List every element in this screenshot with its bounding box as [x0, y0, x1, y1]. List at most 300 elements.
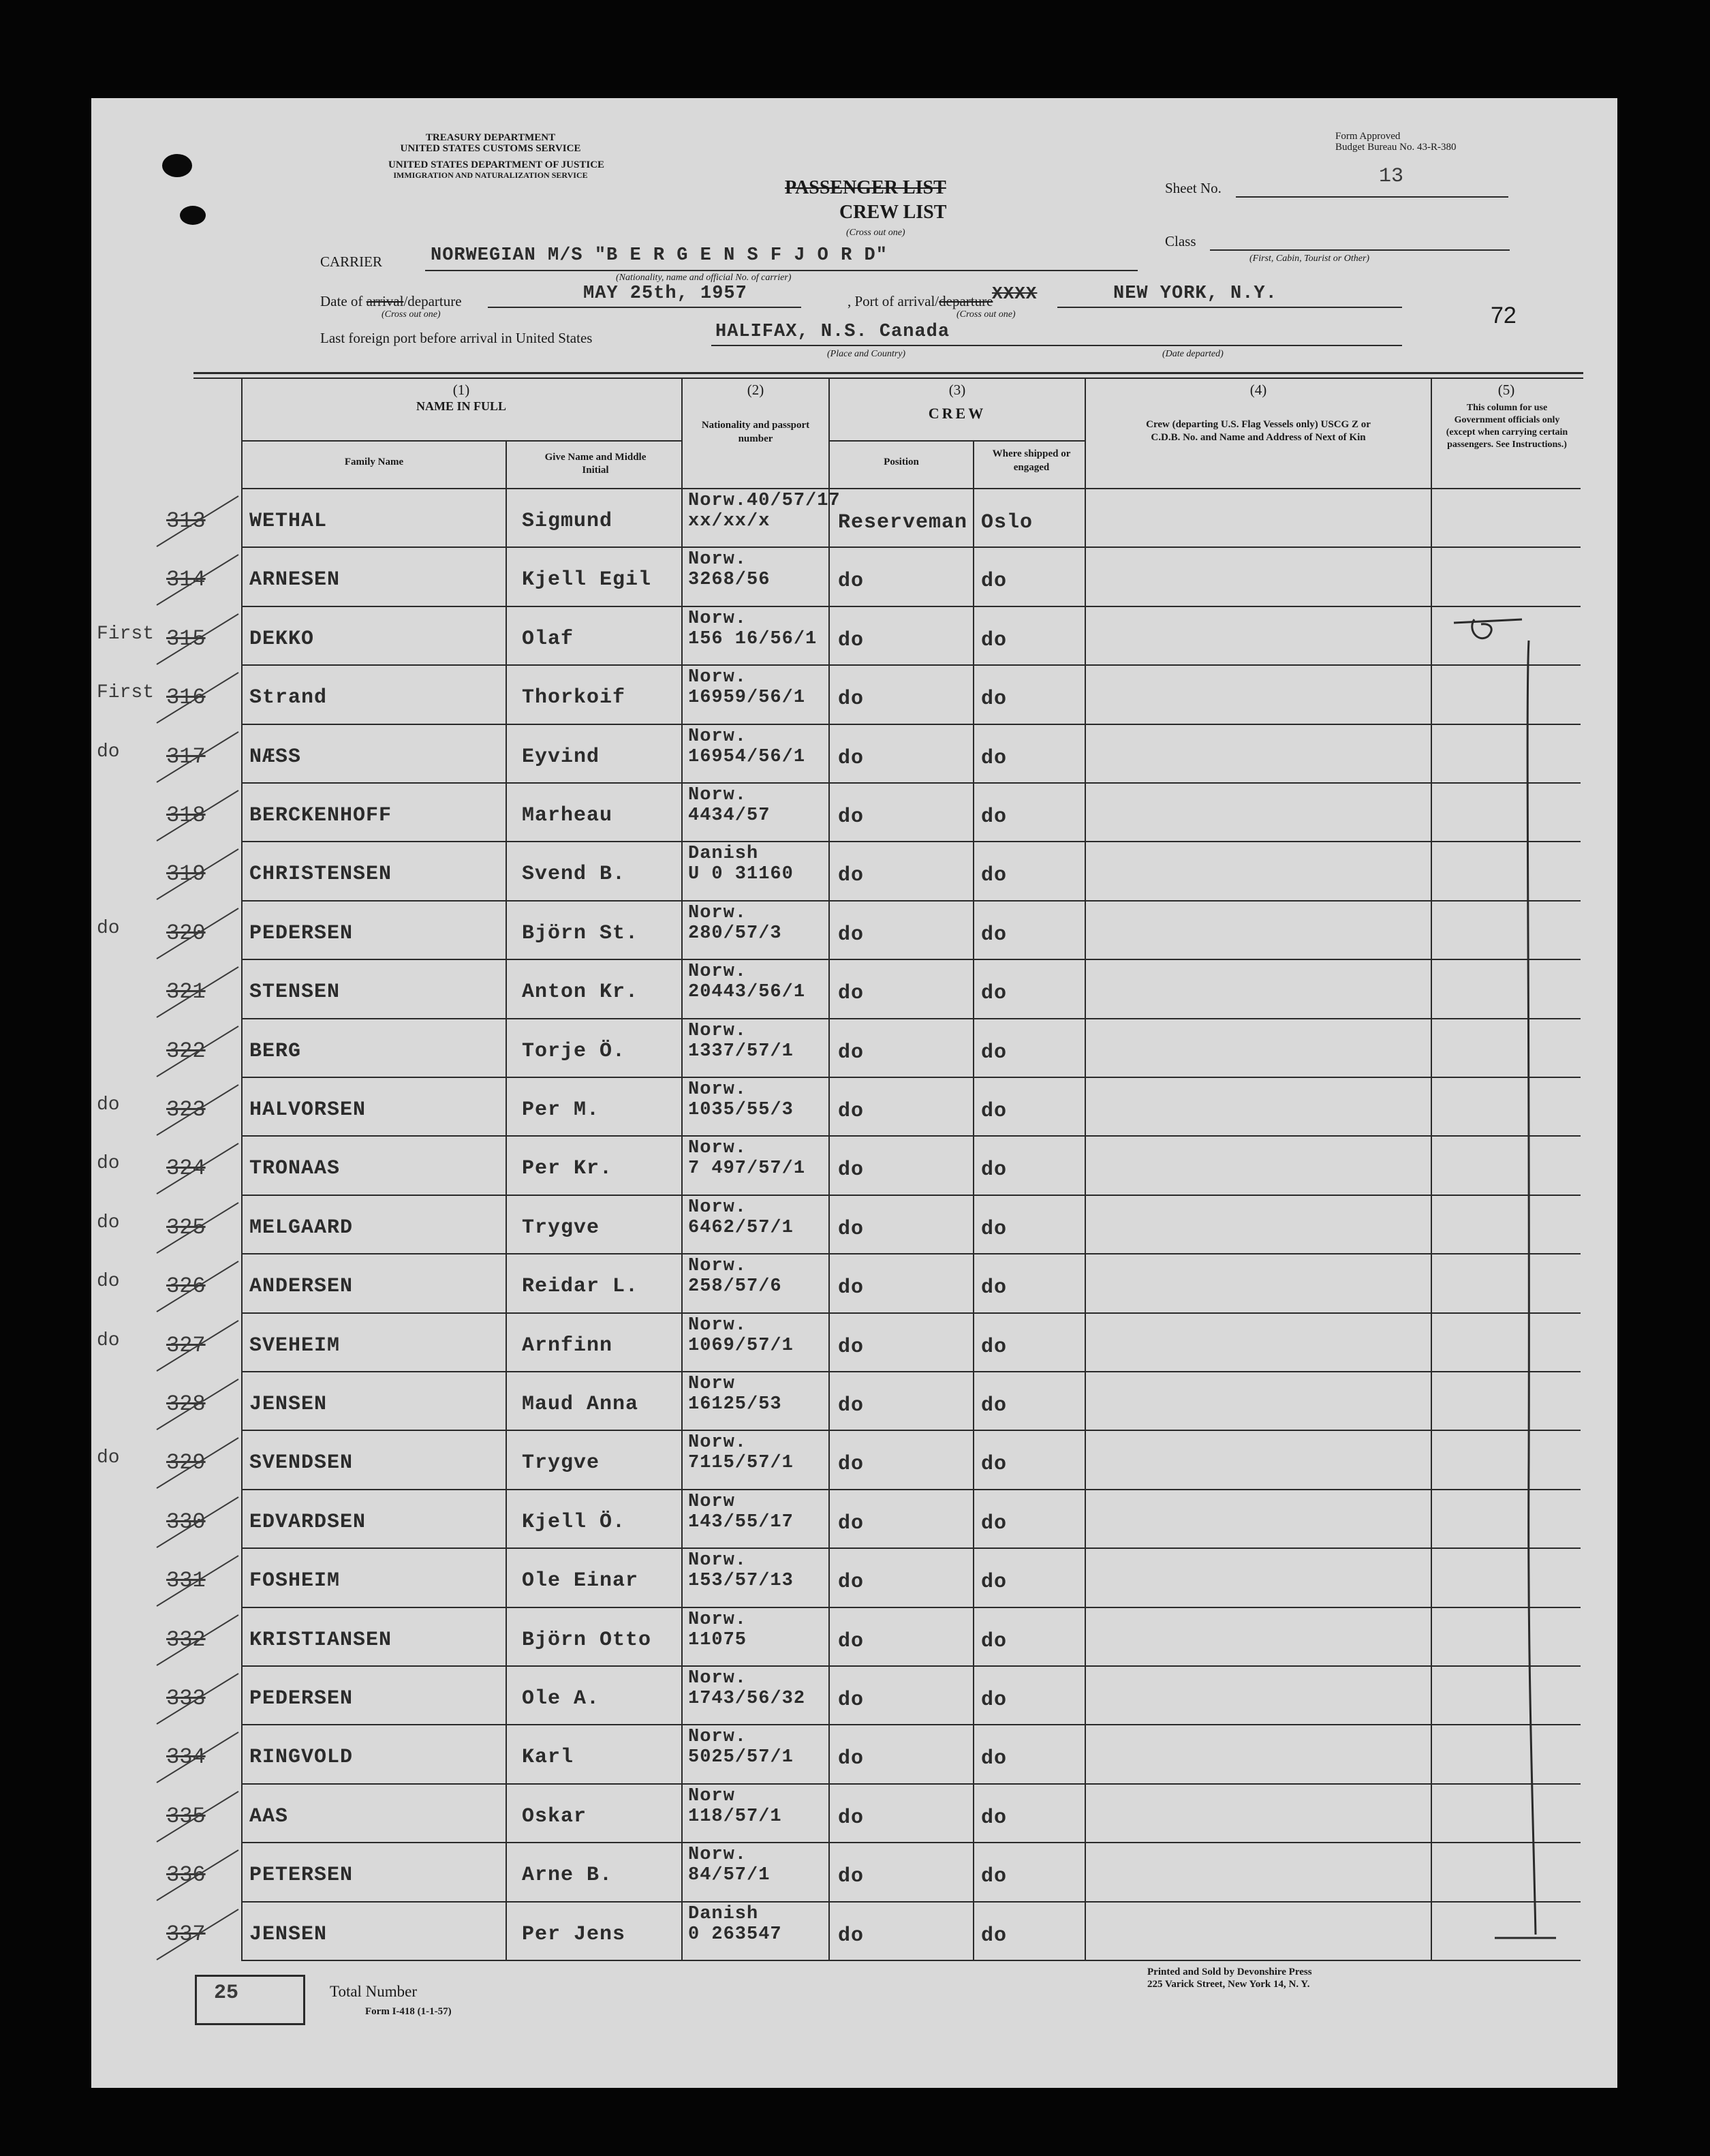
passport-number: 11075: [688, 1630, 747, 1650]
check-slash-stroke: [157, 1143, 238, 1194]
header-subline-name: [241, 440, 681, 442]
class-label: Class: [1165, 233, 1196, 249]
crew-position: do: [838, 747, 865, 770]
where-shipped: do: [981, 1806, 1008, 1830]
col2-num: (2): [747, 382, 764, 398]
crew-position: do: [838, 1689, 865, 1712]
table-bottom: [241, 1960, 1581, 1961]
check-slash-stroke: [157, 673, 238, 723]
port-value: NEW YORK, N.Y.: [1113, 283, 1277, 304]
table-row-divider: [241, 1195, 1581, 1196]
nationality: Norw.: [688, 1197, 747, 1218]
nationality: Norw.: [688, 1021, 747, 1041]
family-name: KRISTIANSEN: [249, 1629, 392, 1652]
check-slash: [143, 903, 252, 964]
row-number: 326: [166, 1274, 206, 1299]
passport-number: 1069/57/1: [688, 1336, 794, 1356]
check-slash: [143, 726, 252, 788]
passport-number: 16954/56/1: [688, 747, 806, 767]
nationality: Norw.: [688, 1845, 747, 1865]
check-slash: [143, 609, 252, 670]
family-name: Strand: [249, 686, 328, 709]
margin-note: do: [97, 1094, 120, 1115]
row-number: 324: [166, 1156, 206, 1181]
check-slash: [143, 1021, 252, 1082]
col4-num: (4): [1249, 382, 1267, 398]
nationality: Norw.40/57/17: [688, 491, 841, 511]
table-top-border-2: [193, 378, 1583, 379]
crew-position: do: [838, 1336, 865, 1359]
dept-line-4: IMMIGRATION AND NATURALIZATION SERVICE: [393, 170, 588, 180]
given-name: Björn St.: [522, 922, 639, 945]
given-name: Björn Otto: [522, 1629, 652, 1652]
date-line: [488, 307, 801, 308]
family-name: FOSHEIM: [249, 1569, 341, 1592]
check-slash: [143, 961, 252, 1023]
port-value-struck: XXXX: [992, 283, 1038, 304]
total-value: 25: [214, 1982, 239, 2005]
passport-number: 156 16/56/1: [688, 629, 818, 649]
check-slash-stroke: [157, 1379, 238, 1430]
carrier-value: NORWEGIAN M/S "B E R G E N S F J O R D": [431, 245, 888, 266]
table-row-divider: [241, 724, 1581, 725]
check-slash: [143, 1610, 252, 1671]
where-shipped: do: [981, 1276, 1008, 1299]
crew-position: do: [838, 1276, 865, 1299]
passport-number: 118/57/1: [688, 1806, 782, 1827]
where-shipped: do: [981, 1865, 1008, 1888]
table-row-divider: [241, 1607, 1581, 1608]
check-slash-stroke: [157, 1850, 238, 1900]
check-slash-stroke: [157, 1497, 238, 1547]
passport-number: U 0 31160: [688, 864, 794, 884]
crew-position: do: [838, 1630, 865, 1653]
nationality: Norw.: [688, 1432, 747, 1453]
col1-num: (1): [452, 382, 470, 398]
port-hint: (Cross out one): [957, 309, 1016, 320]
where-shipped: do: [981, 864, 1008, 887]
check-slash: [143, 1904, 252, 1965]
passport-number: 1743/56/32: [688, 1689, 806, 1709]
check-slash: [143, 1374, 252, 1435]
row-number: 320: [166, 921, 206, 946]
where-shipped: do: [981, 747, 1008, 770]
table-row-divider: [241, 1135, 1581, 1137]
passport-number: 84/57/1: [688, 1865, 771, 1885]
page-number: 72: [1491, 303, 1517, 328]
row-number: 313: [166, 508, 206, 534]
nationality: Danish: [688, 1904, 759, 1924]
last-port-label: Last foreign port before arrival in United States: [320, 330, 593, 346]
passport-number: 143/55/17: [688, 1512, 794, 1533]
passport-number: 5025/57/1: [688, 1747, 794, 1768]
given-name: Trygve: [522, 1451, 600, 1475]
nationality: Norw.: [688, 785, 747, 805]
check-slash-stroke: [157, 908, 238, 959]
passport-number: 6462/57/1: [688, 1218, 794, 1238]
nationality: Norw.: [688, 961, 747, 982]
family-name: STENSEN: [249, 981, 341, 1004]
table-row-divider: [241, 1253, 1581, 1254]
dept-line-2: UNITED STATES CUSTOMS SERVICE: [400, 143, 581, 154]
nationality: Norw.: [688, 609, 747, 629]
family-name: EDVARDSEN: [249, 1511, 367, 1534]
date-label: [320, 293, 462, 310]
given-name: Maud Anna: [522, 1393, 639, 1416]
passport-number: 4434/57: [688, 805, 771, 826]
form-number: Form I-418 (1-1-57): [365, 2006, 452, 2017]
where-shipped: do: [981, 1158, 1008, 1182]
passport-number: 16125/53: [688, 1394, 782, 1415]
check-slash-stroke: [157, 1909, 238, 1960]
table-row-divider: [241, 1371, 1581, 1372]
row-number: 331: [166, 1568, 206, 1593]
place-hint: (Place and Country): [827, 349, 906, 359]
col3-title: CREW: [928, 405, 986, 422]
given-name: Oskar: [522, 1805, 587, 1828]
margin-note: First: [97, 682, 155, 703]
check-slash: [143, 1256, 252, 1317]
row-number: 322: [166, 1038, 206, 1064]
header-bottom: [241, 488, 1581, 489]
table-row-divider: [241, 1489, 1581, 1490]
dept-line-3: UNITED STATES DEPARTMENT OF JUSTICE: [388, 159, 605, 170]
printer-line-2: 225 Varick Street, New York 14, N. Y.: [1147, 1979, 1310, 1990]
date-value: MAY 25th, 1957: [583, 283, 747, 304]
crew-position: do: [838, 1806, 865, 1830]
table-row-divider: [241, 664, 1581, 666]
col-divider-given: [506, 440, 507, 1960]
check-slash-stroke: [157, 1085, 238, 1135]
check-slash-stroke: [157, 1615, 238, 1665]
col5-num: (5): [1497, 382, 1515, 398]
family-name: AAS: [249, 1805, 289, 1828]
where-shipped: do: [981, 805, 1008, 829]
table-row-divider: [241, 1783, 1581, 1785]
crew-position: do: [838, 1218, 865, 1241]
table-row-divider: [241, 1842, 1581, 1843]
carrier-label: CARRIER: [320, 253, 383, 270]
row-number: 333: [166, 1686, 206, 1711]
margin-note: First: [97, 623, 155, 645]
col-divider-crew: [828, 378, 830, 1960]
check-slash-stroke: [157, 967, 238, 1017]
check-slash: [143, 1315, 252, 1376]
check-slash-stroke: [157, 555, 238, 605]
check-slash: [143, 1492, 252, 1553]
given-name: Per M.: [522, 1098, 600, 1122]
nationality: Norw.: [688, 1550, 747, 1571]
nationality: Norw: [688, 1374, 735, 1394]
margin-note: do: [97, 1330, 120, 1351]
shipped-header: Where shipped or engaged: [992, 448, 1071, 473]
row-number: 319: [166, 861, 206, 887]
where-shipped: do: [981, 570, 1008, 593]
check-slash: [143, 1138, 252, 1199]
where-shipped: do: [981, 1571, 1008, 1594]
crew-list-title: CREW LIST: [839, 202, 947, 223]
where-shipped: do: [981, 688, 1008, 711]
passport-number: 3268/56: [688, 570, 771, 590]
table-row-divider: [241, 900, 1581, 902]
crew-position: do: [838, 1158, 865, 1182]
dept-line-1: TREASURY DEPARTMENT: [425, 132, 556, 143]
crew-list-form: [91, 98, 1617, 2088]
nationality: Norw: [688, 1786, 735, 1806]
passport-number: 7115/57/1: [688, 1453, 794, 1473]
given-name: Svend B.: [522, 863, 626, 886]
class-hint: (First, Cabin, Tourist or Other): [1249, 253, 1370, 264]
class-line: [1210, 249, 1510, 251]
crew-position: do: [838, 1571, 865, 1594]
where-shipped: do: [981, 629, 1008, 652]
family-name: JENSEN: [249, 1393, 328, 1416]
departure-label: /departure: [403, 293, 462, 309]
check-slash: [143, 1432, 252, 1494]
cross-out-hint: (Cross out one): [846, 228, 905, 238]
family-name: NÆSS: [249, 745, 302, 769]
family-name: HALVORSEN: [249, 1098, 367, 1122]
passport-number: 20443/56/1: [688, 982, 806, 1002]
passenger-list-title: [785, 177, 946, 199]
crew-position: do: [838, 864, 865, 887]
crew-position: Reserveman: [838, 511, 968, 534]
check-slash: [143, 1668, 252, 1729]
where-shipped: do: [981, 1041, 1008, 1064]
check-slash-stroke: [157, 790, 238, 841]
where-shipped: do: [981, 1394, 1008, 1417]
given-name: Torje Ö.: [522, 1040, 626, 1063]
family-name: PEDERSEN: [249, 922, 354, 945]
family-name: PETERSEN: [249, 1864, 354, 1887]
check-slash-stroke: [157, 1321, 238, 1371]
passenger-list-label: PASSENGER LIST: [785, 177, 946, 198]
margin-note: do: [97, 1447, 120, 1468]
passport-number: 1337/57/1: [688, 1041, 794, 1062]
passport-number: 258/57/6: [688, 1276, 782, 1297]
sheet-label: Sheet No.: [1165, 180, 1222, 196]
row-number: 332: [166, 1627, 206, 1652]
given-name-header: Give Name and Middle Initial: [544, 452, 647, 476]
col5-annotation: [1427, 507, 1590, 1965]
given-name: Ole A.: [522, 1687, 600, 1710]
table-row-divider: [241, 1018, 1581, 1019]
margin-note: do: [97, 1271, 120, 1292]
family-name: TRONAAS: [249, 1157, 341, 1180]
given-name: Kjell Ö.: [522, 1511, 626, 1534]
check-slash: [143, 667, 252, 728]
family-name: JENSEN: [249, 1923, 328, 1946]
check-slash: [143, 491, 252, 552]
ink-blot: [162, 154, 192, 177]
row-number: 315: [166, 626, 206, 651]
check-slash: [143, 785, 252, 846]
table-row-divider: [241, 1430, 1581, 1431]
arrival-struck: arrival: [366, 293, 404, 309]
where-shipped: do: [981, 1924, 1008, 1947]
check-slash: [143, 1727, 252, 1788]
where-shipped: do: [981, 1336, 1008, 1359]
where-shipped: do: [981, 1100, 1008, 1123]
port-label: [848, 293, 993, 310]
check-slash-stroke: [157, 1732, 238, 1783]
carrier-line: [425, 270, 1138, 271]
col-divider-nat: [681, 378, 683, 1960]
family-name: RINGVOLD: [249, 1746, 354, 1769]
table-row-divider: [241, 546, 1581, 548]
check-slash: [143, 1197, 252, 1259]
crew-position: do: [838, 570, 865, 593]
col4-title: Crew (departing U.S. Flag Vessels only) USCG Z or C.D.B. No. and Name and Address of Next of Kin: [1146, 419, 1371, 443]
margin-note: do: [97, 918, 120, 939]
family-name-header: Family Name: [344, 457, 404, 467]
sheet-number: 13: [1379, 165, 1404, 188]
given-name: Karl: [522, 1746, 574, 1769]
port-of-arrival-label: , Port of arrival/: [848, 293, 939, 309]
given-name: Kjell Egil: [522, 568, 652, 591]
margin-note: do: [97, 741, 120, 763]
family-name: ANDERSEN: [249, 1275, 354, 1298]
check-slash: [143, 1550, 252, 1612]
family-name: DEKKO: [249, 628, 315, 651]
row-number: 327: [166, 1333, 206, 1358]
passport-number: 0 263547: [688, 1924, 782, 1945]
crew-position: do: [838, 688, 865, 711]
where-shipped: Oslo: [981, 511, 1033, 534]
crew-position: do: [838, 1512, 865, 1535]
date-hint: (Cross out one): [382, 309, 441, 320]
port-departure-struck: departure: [939, 293, 993, 309]
given-name: Marheau: [522, 804, 613, 827]
total-label: Total Number: [330, 1983, 418, 2000]
given-name: Arnfinn: [522, 1334, 613, 1357]
sheet-line: [1236, 196, 1508, 198]
row-number: 336: [166, 1862, 206, 1888]
check-slash-stroke: [157, 1261, 238, 1312]
family-name: WETHAL: [249, 510, 328, 533]
given-name: Per Kr.: [522, 1157, 613, 1180]
crew-position: do: [838, 1865, 865, 1888]
nationality: Norw.: [688, 1668, 747, 1689]
where-shipped: do: [981, 982, 1008, 1005]
passport-number: xx/xx/x: [688, 511, 771, 532]
row-number: 318: [166, 803, 206, 828]
nationality: Norw.: [688, 1315, 747, 1336]
crew-position: do: [838, 1041, 865, 1064]
crew-position: do: [838, 982, 865, 1005]
passport-number: 16959/56/1: [688, 688, 806, 708]
row-number: 330: [166, 1509, 206, 1535]
row-number: 314: [166, 567, 206, 592]
where-shipped: do: [981, 1630, 1008, 1653]
margin-note: do: [97, 1212, 120, 1233]
row-number: 328: [166, 1391, 206, 1417]
col3-num: (3): [948, 382, 966, 398]
row-number: 335: [166, 1804, 206, 1829]
budget-bureau: Budget Bureau No. 43-R-380: [1335, 142, 1457, 153]
passport-number: 280/57/3: [688, 923, 782, 944]
crew-position: do: [838, 805, 865, 829]
given-name: Olaf: [522, 628, 574, 651]
crew-position: do: [838, 1453, 865, 1476]
nationality: Norw.: [688, 903, 747, 923]
check-slash: [143, 1845, 252, 1906]
col-divider-shipped: [973, 440, 974, 1960]
table-row-divider: [241, 959, 1581, 960]
given-name: Reidar L.: [522, 1275, 639, 1298]
table-row-divider: [241, 1547, 1581, 1549]
given-name: Anton Kr.: [522, 981, 639, 1004]
date-of-label: Date of: [320, 293, 363, 309]
passport-number: 1035/55/3: [688, 1100, 794, 1120]
row-number: 329: [166, 1450, 206, 1475]
row-number: 323: [166, 1097, 206, 1122]
where-shipped: do: [981, 1218, 1008, 1241]
printer-line-1: Printed and Sold by Devonshire Press: [1147, 1967, 1312, 1977]
row-number: 317: [166, 744, 206, 769]
check-slash-stroke: [157, 1674, 238, 1724]
where-shipped: do: [981, 923, 1008, 946]
table-row-divider: [241, 606, 1581, 607]
check-slash: [143, 1786, 252, 1847]
given-name: Thorkoif: [522, 686, 626, 709]
col2-title: Nationality and passport number: [701, 420, 810, 444]
given-name: Ole Einar: [522, 1569, 639, 1592]
table-row-divider: [241, 1312, 1581, 1314]
crew-position: do: [838, 1924, 865, 1947]
nationality: Norw: [688, 1492, 735, 1512]
given-name: Sigmund: [522, 510, 613, 533]
check-slash-stroke: [157, 1026, 238, 1077]
nationality: Danish: [688, 844, 759, 864]
where-shipped: do: [981, 1453, 1008, 1476]
crew-position: do: [838, 1100, 865, 1123]
check-slash-stroke: [157, 496, 238, 546]
col5-title: This column for use Government officials only (except when carrying certain passengers. See Instructions.): [1446, 403, 1568, 450]
family-name: SVEHEIM: [249, 1334, 341, 1357]
check-slash-stroke: [157, 614, 238, 664]
nationality: Norw.: [688, 1079, 747, 1100]
nationality: Norw.: [688, 1256, 747, 1276]
table-row-divider: [241, 1724, 1581, 1725]
row-number: 325: [166, 1215, 206, 1240]
crew-position: do: [838, 1747, 865, 1770]
where-shipped: do: [981, 1512, 1008, 1535]
check-slash-stroke: [157, 849, 238, 899]
check-slash: [143, 1079, 252, 1141]
last-port-value: HALIFAX, N.S. Canada: [715, 322, 950, 342]
nationality: Norw.: [688, 1727, 747, 1747]
where-shipped: do: [981, 1747, 1008, 1770]
table-row-divider: [241, 1077, 1581, 1078]
row-number: 321: [166, 979, 206, 1004]
crew-position: do: [838, 923, 865, 946]
passport-number: 7 497/57/1: [688, 1158, 806, 1179]
family-name: ARNESEN: [249, 568, 341, 591]
row-number: 337: [166, 1922, 206, 1947]
ink-blot: [180, 206, 206, 225]
col-divider-kin: [1085, 378, 1086, 1960]
check-slash-stroke: [157, 732, 238, 782]
position-header: Position: [884, 457, 919, 467]
check-slash-stroke: [157, 1203, 238, 1253]
given-name: Trygve: [522, 1216, 600, 1239]
carrier-hint: (Nationality, name and official No. of carrier): [616, 273, 792, 283]
nationality: Norw.: [688, 667, 747, 688]
table-row-divider: [241, 782, 1581, 784]
table-row-divider: [241, 841, 1581, 842]
margin-note: do: [97, 1153, 120, 1174]
